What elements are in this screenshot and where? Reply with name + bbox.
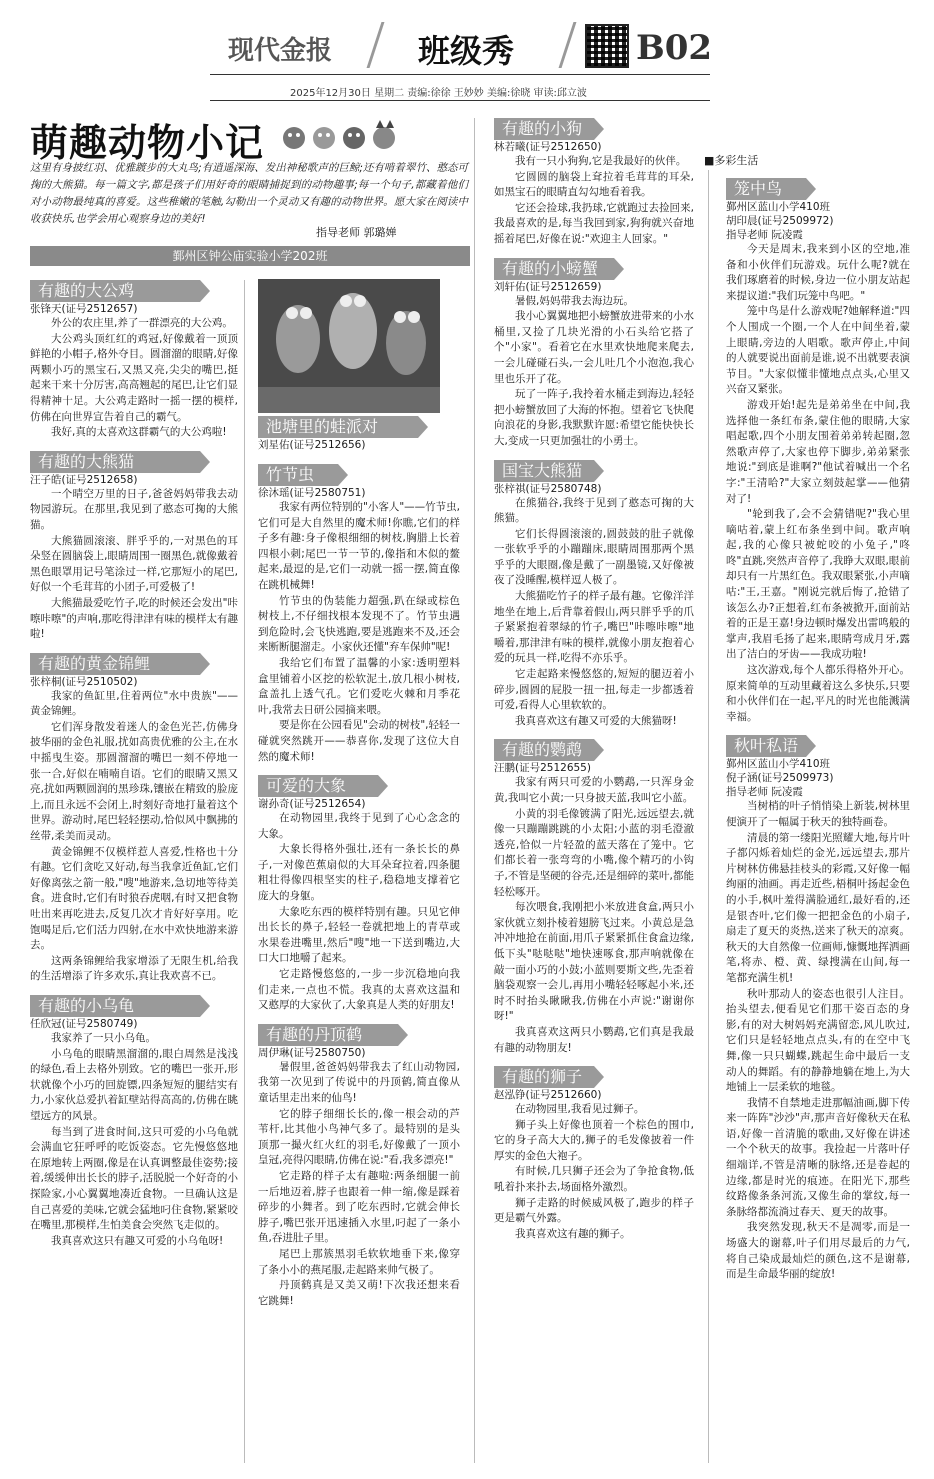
article-paragraph: 我家的鱼缸里,住着两位"水中贵族"——黄金锦鲤。 xyxy=(30,689,238,718)
article-paragraph: 当树梢的叶子悄悄染上新装,树林里便演开了一幅属于秋天的独特画卷。 xyxy=(726,800,910,828)
dateline: 2025年12月30日 星期二 责编:徐徐 王妙妙 美编:徐晓 审读:邱立波 xyxy=(290,88,587,99)
article-paragraph: 玩了一阵子,我拎着水桶走到海边,轻轻把小螃蟹放回了大海的怀抱。望着它飞快爬向浪花的身影,我默默许愿:希望它能快快长大,变成一只更加强壮的小勇士。 xyxy=(494,388,694,447)
feature-intro: 这里有身披红羽、优雅踱步的大丸鸟;有逍遥深海、发出神秘歌声的巨鲸;还有啃着翠竹、憨态可掬的大熊猫。每一篇文字,都是孩子们用好奇的眼睛捕捉到的动物趣事;每一个句子,都藏着他们对小动物最纯真的喜爱。这些稚嫩的笔触,勾勒出一个灵动又有趣的动物世界。愿大家在阅读中收获快乐,也学会用心观察身边的美好! xyxy=(30,162,468,225)
article-paragraph: 我真喜欢这两只小鹦鹉,它们真是我最有趣的动物朋友! xyxy=(494,1025,694,1054)
rule xyxy=(210,74,710,75)
article-author: 刘星佑(证号2512656) xyxy=(258,439,366,451)
article-paragraph: 我真喜欢这有趣又可爱的大熊猫呀! xyxy=(515,714,677,727)
article-teacher: 指导老师 阮凌霞 xyxy=(726,229,803,241)
article-title: 竹节虫 xyxy=(258,464,338,486)
article-paragraph: 大熊猫最爱吃竹子,吃的时候还会发出"咔嚓咔嚓"的声响,那吃得津津有味的模样太有趣啦! xyxy=(30,596,238,641)
article-paragraph: 它们浑身散发着迷人的金色光芒,仿佛身披华丽的金色礼服,扰如高贵优雅的公主,在水中摇曳生姿。那圆溜溜的嘴巴一刻不停地一张一合,好似在喃喃自语。它们的眼睛又黑又亮,扰如两颗圆润的黑珍珠,镶嵌在精致的脸庞上,而且永远不会闭上,时刻好奇地打量着这个世界。游动时,尾巴轻轻摆动,恰似风中飘拂的丝带,柔美而灵动。 xyxy=(30,720,238,843)
article-paragraph: 我有一只小狗狗,它是我最好的伙伴。 xyxy=(515,155,687,167)
article-paragraph: 丹顶鹤真是又美又萌!下次我还想来看它跳舞! xyxy=(258,1279,460,1307)
article-author: 汪鹏(证号2512655) xyxy=(494,762,591,775)
article-paragraph: 在动物园里,我看见过狮子。 xyxy=(515,1103,645,1116)
divider xyxy=(367,22,385,68)
rule xyxy=(210,100,710,101)
article-paragraph: 我小心翼翼地把小螃蟹放进带来的小水桶里,又捡了几块光滑的小石头给它搭了个"小家"。看着它在水里欢快地爬来爬去,一会儿碰碰石头,一会儿吐几个小泡泡,我心里也乐开了花。 xyxy=(494,310,694,385)
article-paragraph: 暑假里,爸爸妈妈带我去了红山动物园,我第一次见到了传说中的丹顶鹤,简直像从童话里走出来的仙鸟! xyxy=(258,1060,460,1104)
column-1 xyxy=(30,280,238,1470)
article-paragraph: "轮到我了,会不会猜错呢?"我心里嘀咕着,蒙上红布条坐到中间。歌声响起,我的心像只被蛇咬的小兔子,"咚咚"直跳,突然声音停了,我睁大双眼,眼前却只有一片黑红色。我双眼紧张,小声嘀咕:"王,王嘉。"刚说完就后悔了,抢错了该怎么办?正想着,红布条被掀开,面前站着的正是王嘉!身边顿时爆发出雷鸣般的掌声,我眉毛扬了起来,眼睛弯成月牙,露出了洁白的牙齿——我成功啦! xyxy=(726,508,910,661)
article-title: 有趣的鹦鹉 xyxy=(494,739,594,761)
paper-name: 现代金报 xyxy=(228,36,333,66)
article-author: 谢孙奇(证号2512654) xyxy=(258,798,366,811)
article-paragraph: 尾巴上那簇黑羽毛软软地垂下来,像穿了条小小的燕尾服,走起路来帅气极了。 xyxy=(258,1247,460,1276)
article-author: 赵泓铮(证号2512660) xyxy=(494,1089,602,1102)
article-title: 有趣的丹顶鹤 xyxy=(258,1024,398,1046)
qr-code-icon xyxy=(585,24,629,68)
article-paragraph: 竹节虫的伪装能力超强,趴在绿或棕色树枝上,不仔细找根本发现不了。竹节虫遇到危险时,会飞快逃跑,要是逃跑来不及,还会来断断腿溜走。小家伙还懂"弃车保帅"呢! xyxy=(258,594,460,654)
article-author: 倪子涵(证号2509973) xyxy=(726,772,834,785)
article-title: 有趣的黄金锦鲤 xyxy=(30,653,200,675)
article-author: 汪子皓(证号2512658) xyxy=(30,473,138,486)
article-title: 有趣的狮子 xyxy=(494,1066,594,1088)
column-4 xyxy=(726,178,910,1470)
side-section-label: ■多彩生活 xyxy=(704,154,759,167)
article-author: 任欣冠(证号2580749) xyxy=(30,1017,138,1030)
article-paragraph: 要是你在公园看见"会动的树枝",轻轻一碰就突然跳开——恭喜你,发现了这位大自然的魔术师! xyxy=(258,719,460,763)
article-paragraph: 清晨的第一缕阳光照耀大地,每片叶子都闪烁着灿烂的金光,远远望去,那片片树林仿佛悬挂枝头的彩霞,又好像一幅绚丽的油画。再走近些,梧桐叶扬起金色的小手,枫叶羞得满脸通红,最好看的,还是银杏叶,它们像一把把金色的小扇子,扇走了夏天的炎热,送来了秋天的凉爽。秋天的大自然像一位画师,慷慨地挥洒画笔,将赤、橙、黄、绿搜满在山间,每一笔都充满生机! xyxy=(726,831,910,984)
article-paragraph: 秋叶那动人的姿态也很引人注目。抬头望去,便看见它们那干姿百态的身影,有的对大树妈妈充满留恋,风儿吹过,它们只是轻轻地点点头,有的在空中飞舞,像一只只蝴蝶,跳起生命中最后一支动人的舞蹈。有的静静地躺在地上,为大地铺上一层柔软的地毯。 xyxy=(726,987,910,1094)
article-teacher: 指导老师 阮凌霞 xyxy=(726,786,803,799)
section-name: 班级秀 xyxy=(418,32,515,70)
article-paragraph: 它走路慢悠悠的,一步一步沉稳地向我们走来,一点也不慌。我真的太喜欢这温和又憨厚的大家伙了,大象真是人类的好朋友! xyxy=(258,968,460,1012)
article-author: 张梓桐(证号2510502) xyxy=(30,675,138,688)
class-banner: 鄞州区钟公庙实验小学202班 xyxy=(30,246,470,266)
divider xyxy=(559,22,577,68)
article-paragraph: 它走路的样子太有趣啦:两条细腿一前一后地迈着,脖子也跟着一伸一缩,像是踩着碎步的小舞者。到了吃东西时,它就会伸长脖子,嘴巴张开迅速插入水里,叼起了一条小鱼,吞进肚子里。 xyxy=(258,1169,460,1245)
article-paragraph: 今天是周末,我来到小区的空地,准备和小伙伴们玩游戏。玩什么呢?就在我们琢磨着的时候,身边一位小朋友站起来提议道:"我们玩笼中鸟吧。" xyxy=(726,243,910,302)
article-paragraph: 大公鸡头顶红红的鸡冠,好像戴着一顶顶鲜艳的小帽子,格外夺目。圆溜溜的眼睛,好像两颗小巧的黑宝石,又黑又亮,尖尖的嘴巴,挺起来干来十分厉害,高高翘起的尾巴,让它们显得精神十足。大公鸡走路时一摇一摆的模样,仿佛在向世界宣告着自己的霸气。 xyxy=(30,332,238,423)
article-paragraph: 我家有两位特别的"小客人"——竹节虫,它们可是大自然里的魔术师!你瞧,它们的样子多有趣:身子像根细细的树枝,胸腊上长着四根小刺;尾巴一节一节的,像指和木似的鳌起来,最逗的是,它们一动就一摇一摆,简直像在跳机械舞! xyxy=(258,501,460,591)
column-3 xyxy=(494,118,694,1470)
article-paragraph: 狮子走路的时候威风极了,跑步的样子更是霸气外露。 xyxy=(494,1196,694,1225)
article-paragraph: 小黄的羽毛像镀满了阳光,远远望去,就像一只蹦蹦跳跳的小太阳;小蓝的羽毛澄澈透亮,恰似一片轻盈的蓝天落在了笼中。它们都长着一张弯弯的小嘴,像个精巧的小钩子,不管是坚硬的谷壳,还是细碎的菜叶,都能轻松啄开。 xyxy=(494,807,694,898)
article-title: 秋叶私语 xyxy=(726,735,806,757)
feature-teacher: 指导老师 郭璐婵 xyxy=(316,226,397,239)
cartoon-animals-icon xyxy=(280,118,408,154)
article-school: 鄞州区蓝山小学410班 xyxy=(726,201,831,213)
article-author: 林若曦(证号2512650) xyxy=(494,141,602,153)
column-rule xyxy=(244,280,245,1463)
article-author: 刘轩佑(证号2512659) xyxy=(494,280,602,293)
article-paragraph: 这次游戏,每个人都乐得格外开心。原来简单的互动里藏着这么多快乐,只要和小伙伴们在一起,平凡的时光也能溅满幸福。 xyxy=(726,664,910,723)
article-title: 国宝大熊猫 xyxy=(494,460,594,482)
article-title: 池塘里的蛙派对 xyxy=(258,416,418,438)
article-paragraph: 黄金锦鲤不仅模样惹人喜爱,性格也十分有趣。它们贪吃又好动,每当我拿近鱼缸,它们好像离弦之箭一般,"嗖"地游来,急切地等待美食。进食时,它们有时狼吞虎咽,有时又把食物吐出来再吃进去,反复几次才肯好好享用。吃饱喝足后,它们活力四射,在水中欢快地游来游去。 xyxy=(30,845,238,952)
article-title: 可爱的大象 xyxy=(258,775,378,797)
article-paragraph: 每次喂食,我刚把小米放进食盒,两只小家伙就立刻扑棱着翅膀飞过来。小黄总是急冲冲地抢在前面,用爪子紧紧抓住食盒边缘,低下头"哒哒哒"地快速啄食,那声响就像在敲一面小巧的小鼓;小蓝则要斯文些,先歪着脑袋观察一会儿,再用小嘴轻轻啄起小米,还时不时抬头瞅瞅我,仿佛在小声说:"谢谢你呀!" xyxy=(494,901,694,1023)
column-rule xyxy=(708,170,709,1463)
article-school: 鄞州区蓝山小学410班 xyxy=(726,758,831,771)
article-paragraph: 我给它们布置了温馨的小家:透明塑料盒里铺着小区挖的松软泥土,放几根小树枝,盒盖扎上透气孔。它们爱吃火棘和月季花叶,我常去日研公园摘来喂。 xyxy=(258,656,460,716)
article-paragraph: 笼中鸟是什么游戏呢?她解释道:"四个人围成一个圈,一个人在中间坐着,蒙上眼睛,旁边的人唱歌。歌声停止,中间的人就要说出面前是谁,说不出就要表演节目。"大家似懂非懂地点点头,心里又兴奋又紧张。 xyxy=(726,305,910,396)
article-title: 有趣的大熊猫 xyxy=(30,451,200,473)
article-paragraph: 每当到了进食时间,这只可爱的小乌龟就会满血它狂呼呼的吃饭姿态。它先慢悠悠地在原地转上两圈,像是在认真调整最佳姿势;接着,缓缓伸出长长的脖子,活脱脱一个好奇的小探险家,小心翼翼地凑近食物。一旦确认这是自己喜爱的美味,它就会猛地叼住食物,紧紧咬在嘴里,那模样,生怕美食会突然飞走似的。 xyxy=(30,1125,238,1232)
article-paragraph: 它圆圆的脑袋上耷拉着毛茸茸的耳朵,如黑宝石的眼睛直勾勾地看着我。 xyxy=(494,170,694,199)
article-paragraph: 我真喜欢这只有趣又可爱的小乌龟呀! xyxy=(51,1234,224,1247)
article-paragraph: 一个晴空万里的日子,爸爸妈妈带我去动物园游玩。在那里,我见到了憨态可掬的大熊猫。 xyxy=(30,487,238,531)
article-paragraph: 小乌龟的眼睛黑溜溜的,眼白周然是浅浅的绿色,看上去格外别致。它的嘴巴一张开,形状就像个小巧的回旋镖,四条短短的腿结实有力,小家伙总爱扒着缸壁站得高高的,仿佛在眺望远方的风景。 xyxy=(30,1047,238,1122)
article-paragraph: 这两条锦鲤给我家增添了无限生机,给我的生活增添了许多欢乐,真让我欢喜不已。 xyxy=(30,954,238,983)
article-paragraph: 我好,真的太喜欢这群霸气的大公鸡啦! xyxy=(51,426,227,439)
article-paragraph: 大熊猫圆滚滚、胖乎乎的,一对黑色的耳朵竖在圆脑袋上,眼睛周围一圈黑色,就像戴着黑色眼罩用记号笔涂过一样,它那短小的尾巴,好似一个毛茸茸的小团子,可爱极了! xyxy=(30,534,238,594)
article-title: 有趣的大公鸡 xyxy=(30,280,200,302)
article-paragraph: 有时候,几只狮子还会为了争抢食物,低吼着扑来扑去,场面格外激烈。 xyxy=(494,1165,694,1194)
article-author: 周伊琳(证号2580750) xyxy=(258,1046,366,1059)
article-paragraph: 它还会捡球,我扔球,它就跑过去捡回来,我最喜欢的是,每当我回到家,狗狗就兴奋地摇着尾巴,好像在说:"欢迎主人回家。" xyxy=(494,201,694,245)
article-paragraph: 大熊猫吃竹子的样子最有趣。它像洋洋地坐在地上,后背靠着假山,两只胖乎乎的爪子紧紧抱着翠绿的竹子,嘴巴"咔嚓咔嚓"地嚼着,那津津有味的模样,就像小朋友抱着心爱的玩具一样,吃得不亦乐乎。 xyxy=(494,590,694,665)
article-paragraph: 我真喜欢这有趣的狮子。 xyxy=(515,1227,631,1240)
article-paragraph: 暑假,妈妈带我去海边玩。 xyxy=(515,294,634,307)
article-paragraph: 它们长得圆滚滚的,圆鼓鼓的肚子就像一张软乎乎的小蹦蹦床,眼睛周围那两个黑乎乎的大眼圈,像是戴了一副墨镜,又好像被夜了没睡醒,模样逗人极了。 xyxy=(494,527,694,587)
page-number: B02 xyxy=(636,28,713,68)
article-author: 张锋天(证号2512657) xyxy=(30,303,138,315)
frog-painting-image xyxy=(258,279,440,413)
article-paragraph: 在动物园里,我终于见到了心心念念的大象。 xyxy=(258,812,460,840)
article-paragraph: 它走起路来慢悠悠的,短短的腿迈着小碎步,圆圆的屁股一扭一扭,每走一步都透着可爱,看得人心里软软的。 xyxy=(494,668,694,712)
article-author: 张梓祺(证号2580748) xyxy=(494,482,602,495)
article-paragraph: 在熊猫谷,我终于见到了憨态可掬的大熊猫。 xyxy=(494,496,694,525)
column-2 xyxy=(258,416,460,1470)
article-paragraph: 我突然发现,秋天不是凋零,而是一场盛大的谢幕,叶子们用尽最后的力气,将自己染成最灿烂的颜色,这不是谢幕,而是生命最华丽的绽放! xyxy=(726,1221,910,1281)
article-paragraph: 外公的农庄里,养了一群漂亮的大公鸡。 xyxy=(51,317,233,329)
article-paragraph: 我家有两只可爱的小鹦鹉,一只浑身金黄,我叫它小黄;一只身披天蓝,我叫它小蓝。 xyxy=(494,776,694,804)
column-rule xyxy=(474,118,475,1463)
article-paragraph: 我家养了一只小乌龟。 xyxy=(51,1031,156,1044)
article-title: 有趣的小螃蟹 xyxy=(494,258,614,280)
article-paragraph: 游戏开始!起先是弟弟坐在中间,我选择他一条红布条,蒙住他的眼睛,大家唱起歌,四个小朋友围着弟弟转起圈,忽然歌声停了,大家也停下脚步,弟弟紧张地说:"到底是谁啊?"他试着喊出一个名字:"王清哈?"大家立刻鼓起掌——他猜对了! xyxy=(726,398,910,505)
article-author: 徐沐瑶(证号2580751) xyxy=(258,487,366,499)
article-paragraph: 大象长得格外强壮,还有一条长长的鼻子,一对像芭蕉扇似的大耳朵耷拉着,四条腿粗壮得像四根坚实的柱子,稳稳地支撑着它庞大的身躯。 xyxy=(258,843,460,903)
article-paragraph: 它的脖子细细长长的,像一根会动的芦苇杆,比其他小鸟神气多了。最特别的是头顶那一撮火红火红的羽毛,好像戴了一顶小皇冠,亮得闪眼睛,仿佛在说:"看,我多漂亮!" xyxy=(258,1107,460,1167)
article-paragraph: 大象吃东西的模样特别有趣。只见它伸出长长的鼻子,轻轻一卷就把地上的青草或水果卷进嘴里,然后"嗖"地一下送到嘴边,大口大口地嚼了起来。 xyxy=(258,905,460,965)
article-title: 有趣的小狗 xyxy=(494,118,594,140)
article-author: 胡印晨(证号2509972) xyxy=(726,215,834,227)
feature-title: 萌趣动物小记 xyxy=(30,120,265,165)
article-title: 有趣的小乌龟 xyxy=(30,995,200,1017)
article-paragraph: 狮子头上好像也顶着一个棕色的围巾,它的身子高大大的,狮子的毛发像披着一件厚实的金色大袍子。 xyxy=(494,1118,694,1162)
article-paragraph: 我情不自禁地走进那幅油画,脚下传来一阵阵"沙沙"声,那声音好像秋天在私语,好像一首清脆的歌曲,又好像在讲述一个个秋天的故事。我捡起一片落叶仔细端详,不管是清晰的脉络,还是卷起的边缘,都是时光的痕迹。在阳光下,那些纹路像条条河流,又像生命的掌纹,每一条脉络都流淌过春天、夏天的故事。 xyxy=(726,1096,910,1218)
article-title: 笼中鸟 xyxy=(726,178,806,200)
